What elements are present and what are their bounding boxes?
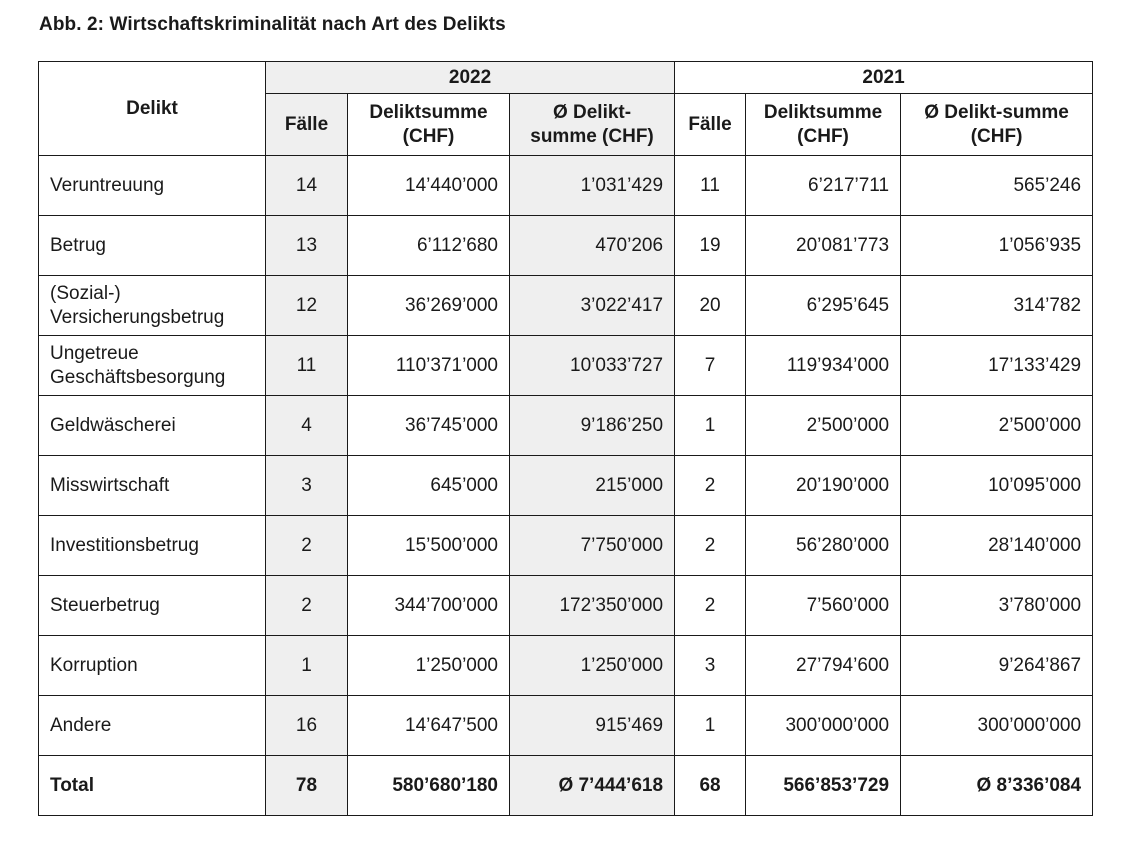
- total-label: Total: [39, 756, 266, 816]
- delikt-label-line1: Korruption: [50, 654, 138, 676]
- table-row: [39, 576, 1093, 636]
- table-row: [39, 336, 1093, 396]
- delikt-label-line1: Misswirtschaft: [50, 474, 170, 496]
- total-faelle-2022: 78: [266, 756, 348, 816]
- avg-2022: 172’350’000: [510, 576, 675, 636]
- faelle-2022: 11: [266, 336, 348, 396]
- delikt-label-line1: Steuerbetrug: [50, 594, 160, 616]
- year-header-2022: 2022: [266, 62, 675, 94]
- delikt-label-line1: Geldwäscherei: [50, 414, 176, 436]
- header-sum-line1: Deliktsumme: [369, 101, 488, 123]
- avg-2022: 10’033’727: [510, 336, 675, 396]
- faelle-2021: 11: [675, 156, 746, 216]
- delikt-label: [39, 156, 266, 216]
- delikt-label: [39, 696, 266, 756]
- delikt-label-line1: Ungetreue: [50, 342, 139, 364]
- sum-2021: 2’500’000: [746, 396, 901, 456]
- sum-2022: 110’371’000: [348, 336, 510, 396]
- avg-2022: 470’206: [510, 216, 675, 276]
- faelle-2022: 16: [266, 696, 348, 756]
- figure-caption: Abb. 2: Wirtschaftskriminalität nach Art des Delikts: [39, 14, 506, 35]
- avg-2021: 565’246: [901, 156, 1093, 216]
- total-avg-2021: Ø 8’336’084: [901, 756, 1093, 816]
- avg-2022: 3’022’417: [510, 276, 675, 336]
- header-avg-line1: Ø Delikt-summe: [924, 101, 1069, 123]
- faelle-2021: 2: [675, 456, 746, 516]
- sum-2022: 36’269’000: [348, 276, 510, 336]
- avg-2022: 915’469: [510, 696, 675, 756]
- column-header-avg-2021: [901, 94, 1093, 156]
- avg-2021: 17’133’429: [901, 336, 1093, 396]
- header-sum-line2: (CHF): [402, 125, 455, 147]
- sum-2021: 6’217’711: [746, 156, 901, 216]
- total-sum-2021: 566’853’729: [746, 756, 901, 816]
- avg-2021: 9’264’867: [901, 636, 1093, 696]
- avg-2021: 314’782: [901, 276, 1093, 336]
- table-row: [39, 396, 1093, 456]
- faelle-2022: 2: [266, 576, 348, 636]
- delikt-label-line1: Investitionsbetrug: [50, 534, 199, 556]
- sum-2022: 14’440’000: [348, 156, 510, 216]
- delikt-label-line2: Versicherungsbetrug: [50, 306, 225, 328]
- avg-2021: 2’500’000: [901, 396, 1093, 456]
- faelle-2021: 19: [675, 216, 746, 276]
- total-avg-2022: Ø 7’444’618: [510, 756, 675, 816]
- sum-2022: 36’745’000: [348, 396, 510, 456]
- sum-2021: 6’295’645: [746, 276, 901, 336]
- faelle-2021: 2: [675, 516, 746, 576]
- faelle-2022: 13: [266, 216, 348, 276]
- delikt-label-line1: Betrug: [50, 234, 106, 256]
- table-row: [39, 456, 1093, 516]
- table-row: [39, 696, 1093, 756]
- total-faelle-2021: 68: [675, 756, 746, 816]
- column-header-faelle-2021: Fälle: [675, 94, 746, 156]
- total-sum-2022: 580’680’180: [348, 756, 510, 816]
- table-row: [39, 156, 1093, 216]
- column-header-delikt: Delikt: [39, 62, 266, 156]
- table-row: [39, 516, 1093, 576]
- delikt-label-line1: Veruntreuung: [50, 174, 165, 196]
- delikt-label: [39, 216, 266, 276]
- sum-2022: 14’647’500: [348, 696, 510, 756]
- sum-2021: 119’934’000: [746, 336, 901, 396]
- table-row: [39, 216, 1093, 276]
- avg-2022: 1’031’429: [510, 156, 675, 216]
- delikt-label: [39, 636, 266, 696]
- year-header-row: [39, 62, 1093, 94]
- sum-2022: 6’112’680: [348, 216, 510, 276]
- faelle-2021: 1: [675, 696, 746, 756]
- sum-2022: 645’000: [348, 456, 510, 516]
- faelle-2022: 1: [266, 636, 348, 696]
- sum-2021: 20’081’773: [746, 216, 901, 276]
- delikt-label: [39, 576, 266, 636]
- table-row: [39, 636, 1093, 696]
- header-avg-line1: Ø Delikt-: [552, 101, 632, 123]
- delikt-label-line1: (Sozial-): [50, 282, 121, 304]
- delikt-label: [39, 336, 266, 396]
- column-header-sum-2022: [348, 94, 510, 156]
- table-body: [39, 156, 1093, 816]
- year-header-2021: 2021: [675, 62, 1093, 94]
- avg-2022: 1’250’000: [510, 636, 675, 696]
- sum-2021: 56’280’000: [746, 516, 901, 576]
- faelle-2022: 4: [266, 396, 348, 456]
- faelle-2021: 20: [675, 276, 746, 336]
- delikt-label: [39, 516, 266, 576]
- header-avg-line2: summe (CHF): [530, 125, 654, 147]
- table-row: [39, 276, 1093, 336]
- avg-2022: 9’186’250: [510, 396, 675, 456]
- delikt-label: [39, 396, 266, 456]
- column-header-faelle-2022: Fälle: [266, 94, 348, 156]
- delikt-label: [39, 276, 266, 336]
- sum-2022: 1’250’000: [348, 636, 510, 696]
- crime-table: [38, 61, 1093, 816]
- faelle-2022: 2: [266, 516, 348, 576]
- avg-2021: 28’140’000: [901, 516, 1093, 576]
- column-header-avg-2022: [510, 94, 675, 156]
- header-sum-line1: Deliktsumme: [763, 101, 883, 123]
- faelle-2022: 3: [266, 456, 348, 516]
- avg-2022: 7’750’000: [510, 516, 675, 576]
- sum-2021: 27’794’600: [746, 636, 901, 696]
- avg-2021: 300’000’000: [901, 696, 1093, 756]
- header-sum-line2: (CHF): [797, 125, 849, 147]
- sum-2021: 20’190’000: [746, 456, 901, 516]
- faelle-2021: 1: [675, 396, 746, 456]
- faelle-2022: 14: [266, 156, 348, 216]
- delikt-label-line2: Geschäftsbesorgung: [50, 366, 226, 388]
- faelle-2021: 7: [675, 336, 746, 396]
- faelle-2021: 2: [675, 576, 746, 636]
- avg-2021: 3’780’000: [901, 576, 1093, 636]
- sum-2021: 300’000’000: [746, 696, 901, 756]
- delikt-label-line1: Andere: [50, 714, 112, 736]
- sum-2022: 15’500’000: [348, 516, 510, 576]
- avg-2022: 215’000: [510, 456, 675, 516]
- header-avg-line2: (CHF): [970, 125, 1023, 147]
- avg-2021: 10’095’000: [901, 456, 1093, 516]
- column-header-sum-2021: [746, 94, 901, 156]
- faelle-2022: 12: [266, 276, 348, 336]
- sum-2021: 7’560’000: [746, 576, 901, 636]
- delikt-label: [39, 456, 266, 516]
- total-row: [39, 756, 1093, 816]
- faelle-2021: 3: [675, 636, 746, 696]
- sum-2022: 344’700’000: [348, 576, 510, 636]
- avg-2021: 1’056’935: [901, 216, 1093, 276]
